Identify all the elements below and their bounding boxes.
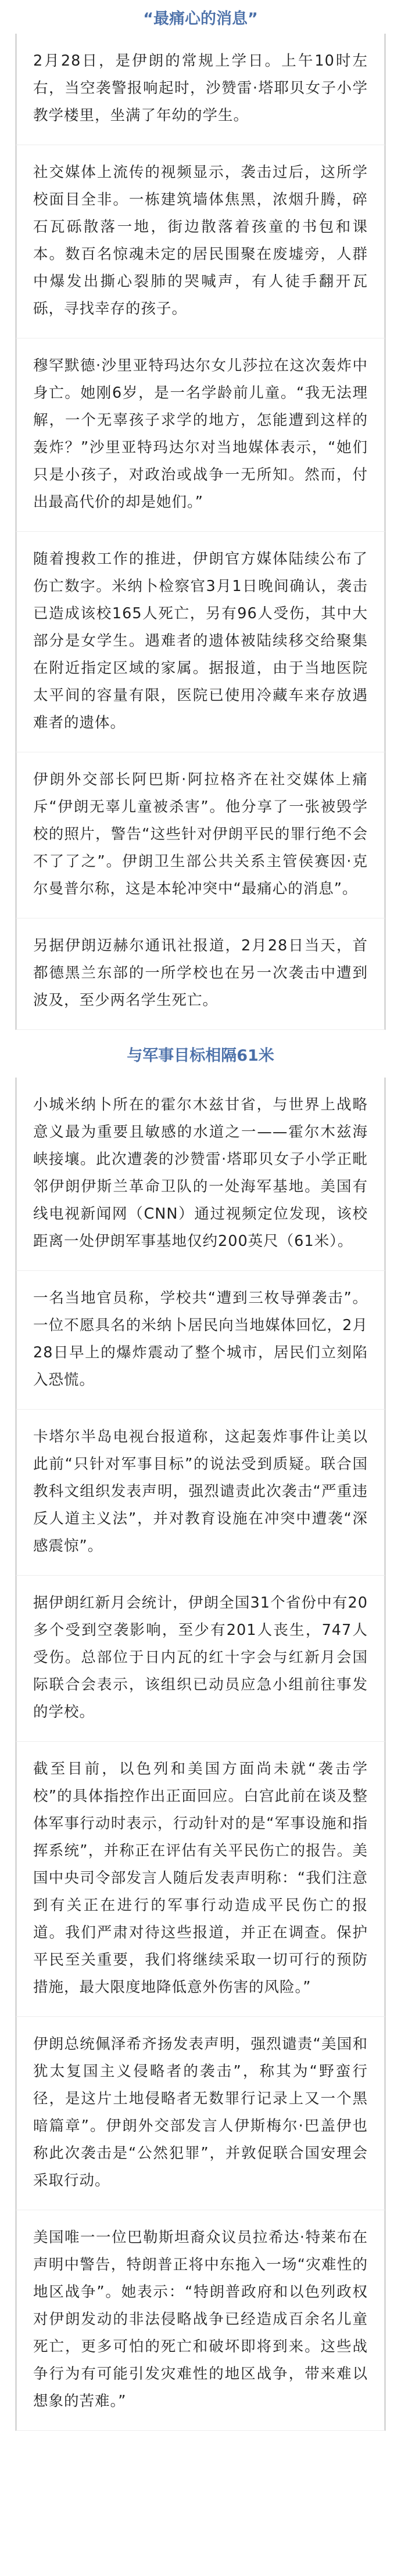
paragraph-block (15, 1742, 386, 2017)
paragraph-text: 一名当地官员称，学校共“遭到三枚导弹袭击”。一位不愿具名的米纳卜居民向当地媒体回忆，2月28日早上的爆炸震动了整个城市，居民们立刻陷入恐慌。 (33, 1289, 368, 1389)
section-title: 与军事目标相隔61米 (127, 1046, 274, 1065)
paragraph-text: 穆罕默德·沙里亚特玛达尔女儿莎拉在这次轰炸中身亡。她刚6岁，是一名学龄前儿童。“我无法理解，一个无辜孩子求学的地方，怎能遭到这样的轰炸？”沙里亚特玛达尔对当地媒体表示，“她们只是小孩子，对政治或战争一无所知。然而，付出最高代价的却是她们。” (33, 357, 368, 511)
paragraph-text: 截至目前，以色列和美国方面尚未就“袭击学校”的具体指控作出正面回应。白宫此前在谈及整体军事行动时表示，行动针对的是“军事设施和指挥系统”，并称正在评估有关平民伤亡的报告。美国中央司令部发言人随后发表声明称：“我们注意到有关正在进行的军事行动造成平民伤亡的报道。我们严肃对待这些报道，并正在调查。保护平民至关重要，我们将继续采取一切可行的预防措施，最大限度地降低意外伤害的风险。” (33, 1760, 368, 1996)
paragraph-text: 据伊朗红新月会统计，伊朗全国31个省份中有20多个受到空袭影响，至少有201人丧生，747人受伤。总部位于日内瓦的红十字会与红新月会国际联合会表示，该组织已动员应急小组前往事发的学校。 (33, 1594, 368, 1721)
paragraph-block (15, 1078, 386, 1271)
paragraph-text: 美国唯一一位巴勒斯坦裔众议员拉希达·特莱布在声明中警告，特朗普正将中东拖入一场“灾难性的地区战争”。她表示：“特朗普政府和以色列政权对伊朗发动的非法侵略战争已经造成百余名儿童死亡，更多可怕的死亡和破坏即将到来。这些战争行为有可能引发灾难性的地区战争，带来难以想象的苦难。” (33, 2229, 368, 2410)
paragraph-block (15, 918, 386, 1030)
paragraph-block (15, 1271, 386, 1410)
paragraph-text: 2月28日，是伊朗的常规上学日。上午10时左右，当空袭警报响起时，沙赞雷·塔耶贝女子小学教学楼里，坐满了年幼的学生。 (33, 52, 368, 124)
paragraph-text: 另据伊朗迈赫尔通讯社报道，2月28日当天，首都德黑兰东部的一所学校也在另一次袭击中遭到波及，至少两名学生死亡。 (33, 937, 368, 1009)
paragraph-block (15, 752, 386, 918)
paragraph-text: 伊朗外交部长阿巴斯·阿拉格齐在社交媒体上痛斥“伊朗无辜儿童被杀害”。他分享了一张被毁学校的照片，警告“这些针对伊朗平民的罪行绝不会不了了之”。伊朗卫生部公共关系主管侯赛因·克尔曼普尔称，这是本轮冲突中“最痛心的消息”。 (33, 771, 368, 898)
paragraph-block (15, 34, 386, 145)
paragraph-text: 卡塔尔半岛电视台报道称，这起轰炸事件让美以此前“只针对军事目标”的说法受到质疑。联合国教科文组织发表声明，强烈谴责此次袭击“严重违反人道主义法”，并对教育设施在冲突中遭袭“深感震惊”。 (33, 1428, 368, 1555)
paragraph-text: 社交媒体上流传的视频显示，袭击过后，这所学校面目全非。一栋建筑墙体焦黑，浓烟升腾，碎石瓦砾散落一地，街边散落着孩童的书包和课本。数百名惊魂未定的居民围聚在废墟旁，人群中爆发出撕心裂肺的哭喊声，有人徒手翻开瓦砾，寻找幸存的孩子。 (33, 164, 368, 318)
paragraph-text: 小城米纳卜所在的霍尔木兹甘省，与世界上战略意义最为重要且敏感的水道之一——霍尔木兹海峡接壤。此次遭袭的沙赞雷·塔耶贝女子小学正毗邻伊朗伊斯兰革命卫队的一处海军基地。美国有线电视新闻网（CNN）通过视频定位发现，该校距离一处伊朗军事基地仅约200英尺（61米）。 (33, 1096, 368, 1250)
section-header (15, 1030, 386, 1078)
paragraph-block (15, 2210, 386, 2431)
paragraph-block (15, 1576, 386, 1742)
page-title: “最痛心的消息” (143, 9, 258, 28)
paragraph-block (15, 338, 386, 532)
paragraph-block (15, 2017, 386, 2210)
paragraph-text: 随着搜救工作的推进，伊朗官方媒体陆续公布了伤亡数字。米纳卜检察官3月1日晚间确认，袭击已造成该校165人死亡，另有96人受伤，其中大部分是女学生。遇难者的遗体被陆续移交给聚集在附近指定区域的家属。据报道，由于当地医院太平间的容量有限，医院已使用冷藏车来存放遇难者的遗体。 (33, 550, 368, 732)
paragraph-block (15, 1410, 386, 1576)
paragraph-block (15, 532, 386, 752)
paragraph-text: 伊朗总统佩泽希齐扬发表声明，强烈谴责“美国和犹太复国主义侵略者的袭击”，称其为“野蛮行径，是这片土地侵略者无数罪行记录上又一个黑暗篇章”。伊朗外交部发言人伊斯梅尔·巴盖伊也称此次袭击是“公然犯罪”，并敦促联合国安理会采取行动。 (33, 2035, 368, 2189)
paragraph-block (15, 145, 386, 338)
article-header (0, 0, 401, 34)
